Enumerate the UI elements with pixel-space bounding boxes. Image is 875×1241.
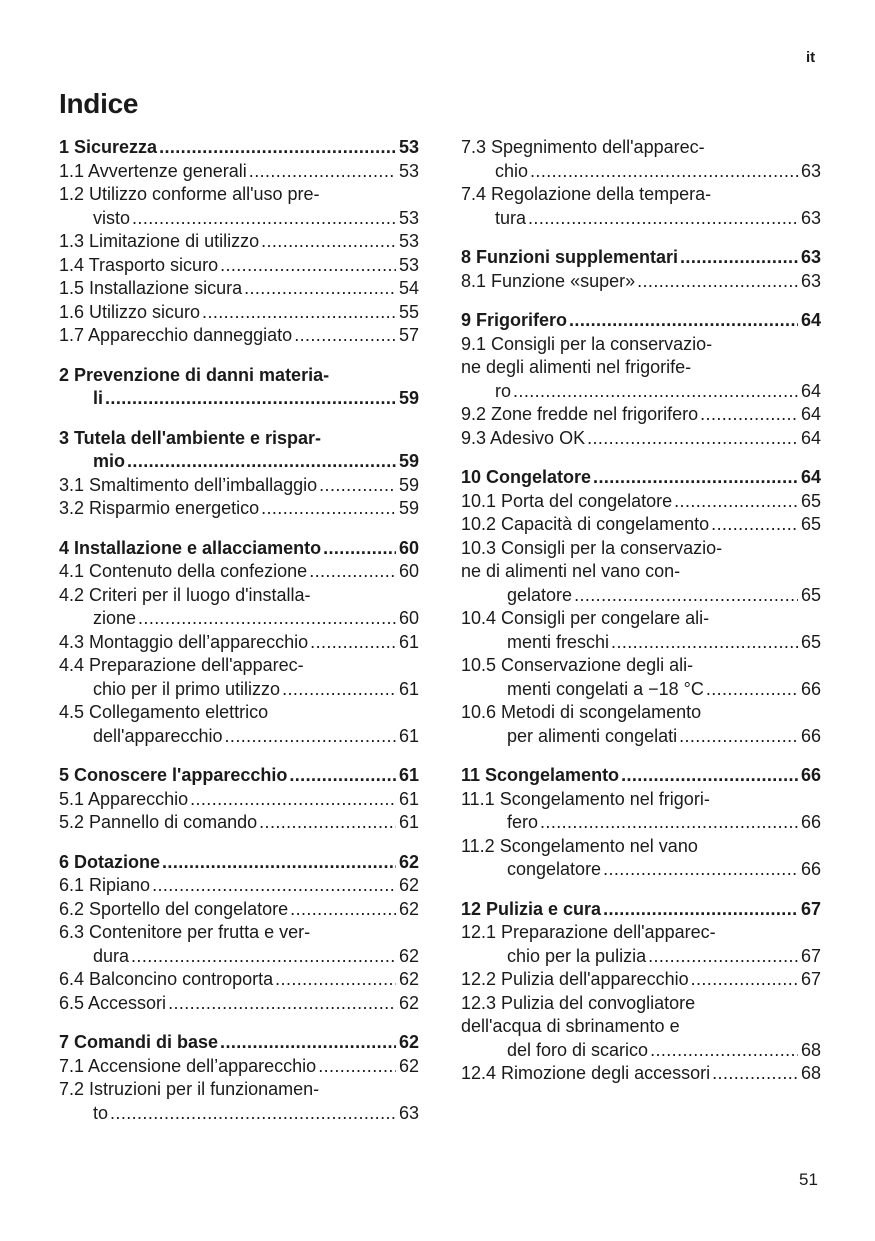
leader-dots (540, 811, 798, 835)
toc-entry[interactable] (461, 701, 821, 748)
toc-entry-text: zione (93, 608, 137, 628)
leader-dots (621, 764, 798, 788)
toc-page-number: 60 (398, 561, 419, 581)
toc-page-number: 53 (398, 160, 419, 181)
leader-dots (259, 811, 396, 835)
toc-entry[interactable] (59, 160, 419, 184)
toc-entry[interactable] (461, 654, 821, 701)
toc-entry-text: dell'apparecchio (93, 725, 223, 746)
toc-entry-text: 10.5 Conservazione degli ali- (461, 655, 694, 675)
toc-entry[interactable] (461, 333, 821, 404)
leader-dots (650, 1039, 798, 1063)
toc-entry-text: 12.2 Pulizia dell'apparecchio (461, 969, 689, 989)
leader-dots (637, 270, 798, 294)
leader-dots (110, 1102, 396, 1126)
toc-entry-text: 1.6 Utilizzo sicuro (59, 301, 201, 322)
toc-entry[interactable] (59, 898, 419, 922)
toc-section (461, 764, 821, 882)
leader-dots (290, 898, 396, 922)
toc-chapter-entry[interactable] (461, 764, 821, 788)
toc-entry-text: 12.3 Pulizia del convogliatore (461, 992, 696, 1013)
toc-page-number: 64 (800, 380, 821, 401)
leader-dots (261, 230, 396, 254)
toc-entry-text: 3 Tutela dell'ambiente e rispar- (59, 427, 322, 448)
toc-entry-text: 11.2 Scongelamento nel vano (461, 835, 698, 856)
toc-page-number: 59 (398, 451, 419, 471)
toc-entry[interactable] (59, 474, 419, 498)
toc-entry-text: 1.7 Apparecchio danneggiato (59, 325, 293, 345)
toc-entry-text: 12 Pulizia e cura (461, 898, 602, 919)
toc-page-number: 65 (800, 514, 821, 534)
toc-entry-text: 1 Sicurezza (59, 137, 158, 157)
toc-page-number: 62 (398, 969, 419, 989)
toc-entry-text: 10.4 Consigli per congelare ali- (461, 608, 710, 628)
toc-page-number: 63 (398, 1102, 419, 1123)
toc-entry[interactable] (59, 631, 419, 655)
toc-page-number: 64 (800, 310, 821, 330)
toc-page-number: 65 (800, 584, 821, 605)
toc-page-number: 66 (800, 812, 821, 832)
toc-entry[interactable] (59, 811, 419, 835)
leader-dots (530, 160, 798, 184)
toc-entry[interactable] (461, 968, 821, 992)
toc-entry-text: 4.2 Criteri per il luogo d'installa- (59, 584, 311, 605)
leader-dots (282, 678, 396, 702)
toc-entry-text: 10.1 Porta del congelatore (461, 490, 673, 511)
toc-entry-text: 11 Scongelamento (461, 765, 620, 785)
toc-entry[interactable] (461, 921, 821, 968)
toc-entry-text: 7 Comandi di base (59, 1032, 219, 1052)
leader-dots (294, 324, 396, 348)
leader-dots (691, 968, 798, 992)
toc-entry-text: 1.4 Trasporto sicuro (59, 254, 219, 275)
leader-dots (152, 874, 396, 898)
toc-page-number: 64 (800, 404, 821, 424)
toc-entry-text: 4.3 Montaggio dell’apparecchio (59, 631, 309, 652)
toc-entry-text: 1.5 Installazione sicura (59, 278, 243, 298)
toc-page-number: 65 (800, 631, 821, 652)
toc-entry-text: ro (495, 380, 512, 401)
toc-entry-text: ne degli alimenti nel frigorife- (461, 357, 692, 377)
toc-page-number: 59 (398, 498, 419, 518)
toc-entry-text: 3.2 Risparmio energetico (59, 498, 260, 518)
toc-entry-text: mio (93, 451, 126, 471)
toc-entry[interactable] (59, 921, 419, 968)
toc-entry-text: dell'acqua di sbrinamento e (461, 1016, 680, 1036)
toc-page-number: 61 (398, 812, 419, 832)
toc-entry-text: 10.3 Consigli per la conservazio- (461, 537, 723, 558)
toc-page-number: 62 (398, 1032, 419, 1052)
toc-entry-text: 9.1 Consigli per la conservazio- (461, 333, 713, 354)
toc-page-number: 61 (398, 725, 419, 746)
toc-entry-text: 12.1 Preparazione dell'apparec- (461, 922, 716, 942)
toc-entry[interactable] (59, 301, 419, 325)
toc-page-number: 61 (398, 765, 419, 785)
leader-dots (309, 560, 396, 584)
toc-chapter-entry[interactable] (59, 427, 419, 474)
toc-entry-text: dura (93, 945, 130, 966)
leader-dots (190, 788, 396, 812)
toc-entry[interactable] (461, 537, 821, 608)
leader-dots (202, 301, 396, 325)
toc-entry-text: 2 Prevenzione di danni materia- (59, 364, 330, 385)
leader-dots (261, 497, 396, 521)
toc-section (461, 136, 821, 230)
leader-dots (244, 277, 396, 301)
leader-dots (569, 309, 798, 333)
leader-dots (289, 764, 396, 788)
toc-page-number: 62 (398, 992, 419, 1013)
toc-entry-text: 7.2 Istruzioni per il funzionamen- (59, 1079, 320, 1099)
leader-dots (220, 254, 396, 278)
leader-dots (587, 427, 798, 451)
toc-entry[interactable] (59, 230, 419, 254)
leader-dots (700, 403, 798, 427)
toc-entry-text: 7.3 Spegnimento dell'apparec- (461, 137, 705, 157)
toc-section (59, 136, 419, 348)
toc-entry[interactable] (461, 427, 821, 451)
toc-entry-text: 9 Frigorifero (461, 310, 568, 330)
toc-chapter-entry[interactable] (461, 898, 821, 922)
toc-entry-text: chio per la pulizia (507, 945, 647, 966)
toc-page-number: 54 (398, 278, 419, 298)
toc-page-number: 61 (398, 788, 419, 809)
leader-dots (528, 207, 798, 231)
toc-section (59, 427, 419, 521)
toc-page-number: 66 (800, 765, 821, 785)
toc-page-number: 67 (800, 898, 821, 919)
toc-page-number: 66 (800, 859, 821, 879)
toc-page-number: 62 (398, 851, 419, 872)
toc-page-number: 53 (398, 231, 419, 251)
toc-entry[interactable] (461, 788, 821, 835)
toc-entry[interactable] (461, 403, 821, 427)
leader-dots (127, 450, 396, 474)
toc-chapter-entry[interactable] (461, 246, 821, 270)
toc-entry-text: 7.4 Regolazione della tempera- (461, 184, 712, 204)
toc-entry-text: 6.5 Accessori (59, 992, 167, 1013)
toc-entry[interactable] (59, 497, 419, 521)
toc-entry[interactable] (59, 183, 419, 230)
toc-entry[interactable] (461, 835, 821, 882)
toc-entry-text: li (93, 388, 104, 408)
toc-page-number: 53 (398, 207, 419, 228)
toc-entry[interactable] (461, 136, 821, 183)
leader-dots (711, 513, 798, 537)
toc-page-number: 57 (398, 325, 419, 345)
toc-chapter-entry[interactable] (59, 851, 419, 875)
leader-dots (310, 631, 396, 655)
toc-entry[interactable] (59, 1078, 419, 1125)
page-title: Indice (59, 88, 139, 119)
toc-page-number: 60 (398, 608, 419, 628)
toc-page-number: 62 (398, 945, 419, 966)
leader-dots (603, 898, 798, 922)
toc-entry-text: 1.2 Utilizzo conforme all'uso pre- (59, 184, 320, 204)
toc-entry-text: 5.1 Apparecchio (59, 788, 189, 809)
toc-chapter-entry[interactable] (461, 466, 821, 490)
toc-entry[interactable] (59, 254, 419, 278)
toc-entry-text: 1.1 Avvertenze generali (59, 160, 247, 181)
toc-entry[interactable] (59, 1055, 419, 1079)
leader-dots (132, 207, 396, 231)
toc-entry[interactable] (461, 607, 821, 654)
leader-dots (674, 490, 798, 514)
leader-dots (319, 474, 396, 498)
leader-dots (611, 631, 798, 655)
toc-entry[interactable] (461, 513, 821, 537)
toc-entry-text: per alimenti congelati (507, 725, 678, 746)
toc-page-number: 67 (800, 969, 821, 989)
toc-entry-text: 1.3 Limitazione di utilizzo (59, 231, 260, 251)
toc-entry-text: menti freschi (507, 631, 610, 652)
toc-entry-text: 4.5 Collegamento elettrico (59, 702, 269, 722)
toc-section (461, 466, 821, 748)
toc-entry-text: 9.2 Zone fredde nel frigorifero (461, 404, 699, 424)
toc-section (59, 764, 419, 835)
toc-page-number: 62 (398, 1055, 419, 1076)
toc-page-number: 61 (398, 631, 419, 652)
toc-entry[interactable] (461, 270, 821, 294)
toc-entry-text: 4 Installazione e allacciamento (59, 537, 322, 558)
toc-entry-text: 11.1 Scongelamento nel frigori- (461, 788, 710, 809)
toc-entry-text: 7.1 Accensione dell’apparecchio (59, 1055, 317, 1076)
toc-page-number: 62 (398, 875, 419, 895)
toc-section (59, 1031, 419, 1125)
leader-dots (323, 537, 396, 561)
toc-entry-text: chio per il primo utilizzo (93, 678, 281, 699)
leader-dots (712, 1062, 798, 1086)
toc-chapter-entry[interactable] (59, 364, 419, 411)
toc-page-number: 55 (398, 301, 419, 322)
leader-dots (168, 992, 396, 1016)
leader-dots (275, 968, 396, 992)
toc-entry[interactable] (59, 788, 419, 812)
toc-section (461, 246, 821, 293)
toc-entry[interactable] (461, 992, 821, 1063)
toc-entry-text: 8 Funzioni supplementari (461, 247, 679, 267)
toc-entry[interactable] (461, 183, 821, 230)
toc-entry[interactable] (59, 277, 419, 301)
toc-section (59, 537, 419, 749)
toc-page-number: 63 (800, 207, 821, 228)
toc-entry-text: 9.3 Adesivo OK (461, 427, 586, 448)
toc-entry-text: chio (495, 160, 529, 181)
leader-dots (249, 160, 396, 184)
leader-dots (105, 387, 396, 411)
leader-dots (679, 725, 798, 749)
leader-dots (593, 466, 798, 490)
toc-page-number: 59 (398, 474, 419, 495)
toc-page-number: 60 (398, 537, 419, 558)
toc-entry-text: visto (93, 207, 131, 228)
toc-page-number: 61 (398, 678, 419, 699)
toc-page-number: 67 (800, 945, 821, 966)
toc-chapter-entry[interactable] (59, 537, 419, 561)
toc-entry[interactable] (59, 324, 419, 348)
toc-entry-text: congelatore (507, 859, 602, 879)
leader-dots (159, 136, 396, 160)
leader-dots (513, 380, 798, 404)
toc-section (461, 898, 821, 1086)
toc-entry[interactable] (59, 654, 419, 701)
toc-page-number: 66 (800, 678, 821, 699)
toc-page-number: 62 (398, 898, 419, 919)
leader-dots (138, 607, 396, 631)
toc-page-number: 68 (800, 1039, 821, 1060)
toc-entry-text: 3.1 Smaltimento dell’imballaggio (59, 474, 318, 495)
toc-column-right (461, 136, 821, 1086)
toc-entry[interactable] (461, 490, 821, 514)
toc-page-number: 53 (398, 254, 419, 275)
toc-page-number: 63 (800, 270, 821, 291)
toc-entry-text: 6.1 Ripiano (59, 875, 151, 895)
leader-dots (574, 584, 798, 608)
toc-entry-text: tura (495, 207, 527, 228)
toc-page-number: 63 (800, 160, 821, 181)
toc-entry[interactable] (59, 584, 419, 631)
toc-chapter-entry[interactable] (59, 1031, 419, 1055)
toc-page-number: 59 (398, 388, 419, 408)
toc-entry[interactable] (59, 874, 419, 898)
leader-dots (603, 858, 798, 882)
toc-entry[interactable] (59, 560, 419, 584)
toc-entry-text: to (93, 1102, 109, 1123)
toc-page-number: 64 (800, 467, 821, 487)
toc-entry-text: 4.4 Preparazione dell'apparec- (59, 655, 304, 675)
toc-page-number: 65 (800, 490, 821, 511)
toc-section (461, 309, 821, 450)
toc-entry-text: fero (507, 812, 539, 832)
toc-entry-text: 4.1 Contenuto della confezione (59, 561, 308, 581)
toc-section (59, 364, 419, 411)
toc-section (59, 851, 419, 1016)
toc-entry-text: 6.3 Contenitore per frutta e ver- (59, 922, 311, 942)
toc-entry[interactable] (461, 1062, 821, 1086)
language-code: it (806, 49, 816, 66)
toc-entry-text: 6.2 Sportello del congelatore (59, 898, 289, 919)
toc-entry-text: 6.4 Balconcino controporta (59, 969, 274, 989)
toc-entry-text: ne di alimenti nel vano con- (461, 561, 681, 581)
leader-dots (162, 851, 396, 875)
toc-entry-text: menti congelati a −18 °C (507, 678, 704, 699)
toc-entry[interactable] (59, 992, 419, 1016)
toc-entry-text: gelatore (507, 584, 573, 605)
leader-dots (131, 945, 396, 969)
page-number: 51 (799, 1170, 818, 1189)
toc-page-number: 63 (800, 247, 821, 267)
toc-chapter-entry[interactable] (59, 764, 419, 788)
toc-chapter-entry[interactable] (59, 136, 419, 160)
toc-page-number: 68 (800, 1063, 821, 1083)
toc-entry-text: 10.2 Capacità di congelamento (461, 514, 710, 534)
toc-entry[interactable] (59, 968, 419, 992)
toc-entry-text: 5 Conoscere l'apparecchio (59, 765, 288, 785)
toc-entry-text: 5.2 Pannello di comando (59, 812, 258, 832)
toc-entry-text: 8.1 Funzione «super» (461, 270, 636, 291)
toc-entry-text: 10.6 Metodi di scongelamento (461, 702, 702, 722)
toc-entry-text: 12.4 Rimozione degli accessori (461, 1063, 711, 1083)
toc-entry[interactable] (59, 701, 419, 748)
leader-dots (220, 1031, 396, 1055)
leader-dots (680, 246, 798, 270)
toc-page-number: 64 (800, 427, 821, 448)
toc-entry-text: 10 Congelatore (461, 467, 592, 487)
toc-chapter-entry[interactable] (461, 309, 821, 333)
toc-entry-text: del foro di scarico (507, 1039, 649, 1060)
toc-column-left (59, 136, 419, 1125)
leader-dots (648, 945, 798, 969)
toc-page-number: 66 (800, 725, 821, 746)
toc-page-number: 53 (398, 137, 419, 157)
leader-dots (225, 725, 396, 749)
leader-dots (706, 678, 798, 702)
leader-dots (318, 1055, 396, 1079)
toc-entry-text: 6 Dotazione (59, 851, 161, 872)
